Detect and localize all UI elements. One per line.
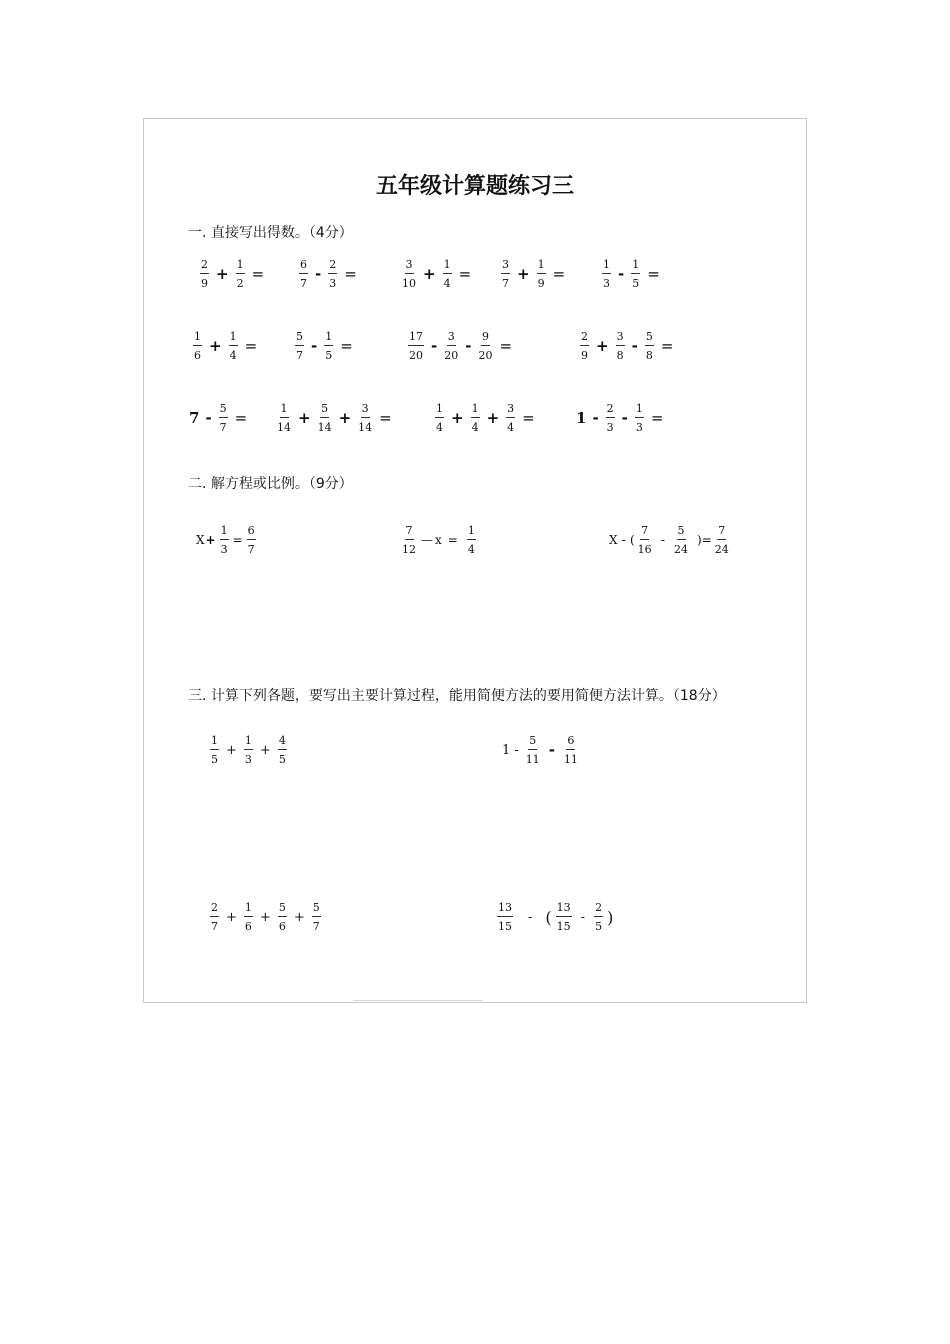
fraction [606,403,615,433]
fraction [638,525,652,555]
operator-equals: = [447,533,458,547]
operator-minus: - [621,532,626,548]
denominator: 4 [471,421,479,434]
denominator: 3 [635,421,643,434]
numerator: 2 [210,902,219,917]
section-3-heading: 三. 计算下列各题，要写出主要计算过程，能用简便方法的要用简便方法计算。（18分） [188,688,726,704]
operator-equals: = [379,409,392,427]
numerator: 5 [219,403,228,418]
denominator: 20 [444,349,459,362]
operator-minus: - [592,409,599,427]
denominator: 12 [402,543,416,556]
fraction [444,331,458,361]
operator-plus: + [293,909,305,925]
operator-plus: + [226,742,237,758]
operator-x: X [196,533,205,547]
fraction [220,525,229,555]
operator-equals: = [522,409,535,427]
problem-1-8 [405,331,512,361]
denominator: 14 [277,421,291,434]
page-title: 五年级计算题练习三 [375,174,574,199]
numerator: 1 [324,331,333,346]
operator-plus: + [423,265,436,283]
denominator: 4 [443,277,451,290]
numerator: 2 [200,259,209,274]
numerator: 6 [247,525,256,540]
number: 1 [502,742,511,758]
numerator: 1 [210,735,219,750]
operator-equals: = [701,533,712,547]
denominator: 3 [603,277,610,290]
denominator: 9 [581,349,588,362]
problem-1-11 [274,403,392,433]
operator-equals: = [647,265,660,283]
denominator: 20 [409,349,423,362]
fraction [244,902,253,932]
operator-lparen: ( [629,533,635,547]
numerator: 2 [594,902,603,917]
numerator: 5 [528,735,537,750]
fraction [210,735,219,765]
denominator: 3 [244,753,252,766]
numerator: 5 [645,331,654,346]
denominator: 4 [229,349,237,362]
fraction [402,525,416,555]
denominator: 14 [317,421,332,434]
denominator: 5 [278,753,286,766]
denominator: 8 [645,349,653,362]
worksheet-page [143,118,807,1003]
fraction [247,525,256,555]
equation-2-2 [399,525,479,555]
numerator: 13 [497,902,513,917]
denominator: 3 [606,421,614,434]
fraction [210,902,219,932]
fraction [299,259,308,289]
fraction [193,331,202,361]
numerator: 1 [631,259,640,274]
denominator: 7 [219,421,227,434]
fraction [594,902,603,932]
numerator: 1 [467,525,476,540]
operator-minus: - [431,337,438,355]
operator-plus: + [216,265,229,283]
operator-minus: - [631,337,638,355]
numerator: 5 [312,902,321,917]
fraction [328,259,337,289]
calc-3-4 [494,902,614,932]
denominator: 11 [525,753,540,766]
numerator: 1 [471,403,480,418]
fraction [537,259,546,289]
operator-equals: = [232,533,243,547]
operator-plus: + [226,909,237,925]
page-tab-marker [353,1000,483,1005]
fraction [580,331,589,361]
section-1-heading: 一. 直接写出得数。（4分） [188,225,353,241]
denominator: 5 [325,349,333,362]
fraction [715,525,729,555]
numerator: 1 [443,259,452,274]
fraction [278,902,287,932]
numerator: 3 [506,403,515,418]
number: 7 [189,409,200,427]
numerator: 17 [408,331,424,346]
numerator: 5 [677,525,686,540]
operator-minus: - [311,337,318,355]
fraction [324,331,333,361]
problem-1-6 [190,331,257,361]
denominator: 6 [194,349,201,362]
operator-minus: - [618,265,625,283]
denominator: 4 [467,543,475,556]
fraction [244,735,253,765]
numerator: 1 [244,735,253,750]
fraction [631,259,640,289]
denominator: 6 [244,920,252,933]
denominator: 9 [537,277,545,290]
fraction [318,403,332,433]
operator-plus: + [205,533,216,547]
operator-minus: - [528,909,533,925]
operator-equals: = [251,265,265,283]
fraction [506,403,515,433]
operator-minus: - [465,337,472,355]
denominator: 7 [247,543,255,556]
fraction [219,403,228,433]
denominator: 10 [402,277,416,290]
denominator: 7 [312,920,320,933]
numerator: 6 [299,259,308,274]
operator-x: X [609,533,618,547]
operator-rparen: ) [607,907,614,927]
numerator: 5 [320,403,329,418]
numerator: 2 [606,403,615,418]
fraction [501,259,510,289]
fraction [467,525,476,555]
numerator: 6 [566,735,575,750]
operator-rparen: ) [697,533,702,547]
operator-minus: - [205,409,212,427]
operator-equals: = [660,337,674,355]
problem-1-1 [197,259,264,289]
numerator: 3 [616,331,625,346]
denominator: 15 [556,920,571,933]
numerator: 7 [640,525,649,540]
denominator: 7 [211,920,218,933]
fraction [497,902,513,932]
operator-equals: = [650,409,664,427]
fraction [358,403,372,433]
problem-1-2 [296,259,357,289]
problem-1-9 [577,331,673,361]
problem-1-4 [498,259,565,289]
calc-3-3 [207,902,324,932]
fraction [564,735,578,765]
calc-3-1 [207,735,290,765]
numerator: 1 [220,525,229,540]
fraction [278,735,287,765]
numerator: 1 [193,331,202,346]
numerator: 13 [556,902,572,917]
denominator: 3 [220,543,228,556]
problem-1-12 [432,403,535,433]
denominator: 5 [632,277,640,290]
number: 1 [576,409,587,427]
denominator: 2 [236,277,244,290]
operator-plus: + [451,409,464,427]
denominator: 7 [502,277,509,290]
numerator: 3 [361,403,370,418]
operator-minus: - [548,741,555,759]
problem-1-5 [599,259,660,289]
operator-lparen: ( [545,907,552,927]
denominator: 5 [595,920,603,933]
denominator: 9 [201,277,208,290]
denominator: 16 [637,543,652,556]
denominator: 7 [296,349,303,362]
fraction [236,259,245,289]
operator-equals: = [552,265,566,283]
denominator: 6 [278,920,286,933]
denominator: 24 [714,543,729,556]
operator-equals: = [344,265,357,283]
operator-equals: = [244,337,258,355]
operator-plus: + [259,742,271,758]
denominator: 15 [498,920,512,933]
denominator: 11 [563,753,578,766]
numerator: 1 [635,403,644,418]
denominator: 4 [436,421,443,434]
numerator: 3 [501,259,510,274]
operator-equals: = [499,337,513,355]
operator-minus: - [660,532,666,548]
operator-plus: + [596,337,609,355]
problem-1-7 [292,331,353,361]
fraction [526,735,540,765]
numerator: 1 [537,259,546,274]
numerator: 9 [481,331,490,346]
denominator: 7 [300,277,307,290]
operator-plus: + [209,337,222,355]
fraction [295,331,304,361]
fraction [556,902,572,932]
fraction [402,259,416,289]
numerator: 1 [435,403,444,418]
denominator: 3 [329,277,337,290]
fraction [229,331,238,361]
fraction [471,403,480,433]
numerator: 1 [236,259,245,274]
numerator: 1 [229,331,238,346]
operator-plus: + [517,265,530,283]
operator-equals: = [234,409,248,427]
problem-1-3 [399,259,471,289]
numerator: 1 [280,403,289,418]
fraction [435,403,444,433]
operator-equals: = [340,337,353,355]
numerator: 2 [580,331,589,346]
operator-plus: + [338,409,352,427]
numerator: 1 [602,259,611,274]
denominator: 5 [211,753,218,766]
operator-x_lower: x [435,533,442,547]
operator-plus: + [298,409,311,427]
fraction [200,259,209,289]
fraction [408,331,424,361]
operator-minus: - [621,409,628,427]
numerator: 3 [447,331,456,346]
denominator: 4 [507,421,515,434]
equation-2-3 [609,525,732,555]
operator-equals: = [458,265,472,283]
fraction [312,902,321,932]
operator-dash: — [421,533,433,547]
numerator: 2 [328,259,337,274]
fraction [645,331,654,361]
numerator: 5 [295,331,304,346]
numerator: 7 [717,525,726,540]
numerator: 7 [405,525,414,540]
fraction [277,403,291,433]
fraction [616,331,625,361]
equation-2-1 [196,525,259,555]
calc-3-2 [502,735,581,765]
problem-1-10 [189,403,247,433]
numerator: 4 [278,735,287,750]
operator-minus: - [315,265,322,283]
fraction [478,331,492,361]
fraction [635,403,644,433]
denominator: 24 [674,543,689,556]
operator-plus: + [486,409,500,427]
numerator: 1 [244,902,253,917]
operator-plus: + [259,909,271,925]
denominator: 20 [478,349,493,362]
fraction [602,259,611,289]
problem-1-13 [576,403,663,433]
denominator: 14 [358,421,373,434]
operator-minus: - [514,742,519,758]
fraction [443,259,452,289]
numerator: 5 [278,902,287,917]
fraction [674,525,688,555]
section-2-heading: 二. 解方程或比例。（9分） [188,476,353,492]
numerator: 3 [405,259,414,274]
denominator: 8 [616,349,624,362]
operator-minus: - [580,909,586,925]
